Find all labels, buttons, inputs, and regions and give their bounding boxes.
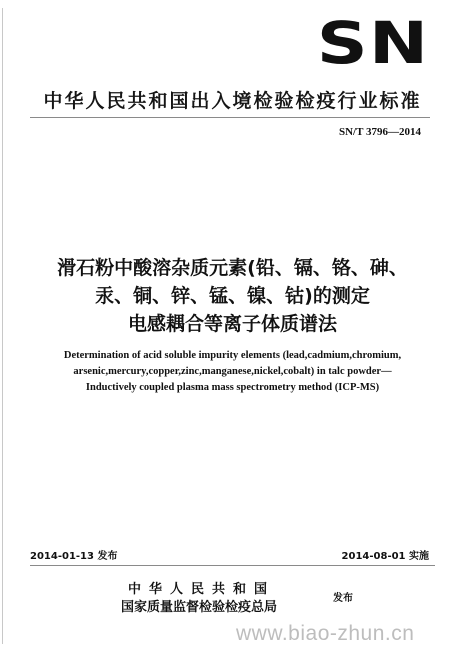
header-divider [30,117,430,118]
english-title-line-2: arsenic,mercury,copper,zinc,manganese,nickel,cobalt) in talc powder— [73,366,392,377]
chinese-title-line-3: 电感耦合等离子体质谱法 [127,313,337,335]
standard-number: SN/T 3796—2014 [338,126,421,138]
watermark-url: www.biao-zhun.cn [236,622,415,645]
issuer-country: 中华人民共和国 [128,582,276,597]
implementation-date: 2014-08-01 实施 [341,551,429,562]
footer-divider [30,565,435,566]
chinese-title-line-1: 滑石粉中酸溶杂质元素(铅、镉、铬、砷、 [57,257,408,279]
issue-label: 发布 [333,593,353,604]
issuer-agency: 国家质量监督检验检疫总局 [121,600,278,615]
english-title-line-3: Inductively coupled plasma mass spectrometry method (ICP-MS) [85,382,380,393]
chinese-title-line-2: 汞、铜、锌、锰、镍、钴)的测定 [95,285,370,307]
sn-logo: SN [316,9,429,77]
english-title-line-1: Determination of acid soluble impurity elements (lead,cadmium,chromium, [63,350,402,361]
organization-title: 中华人民共和国出入境检验检疫行业标准 [43,90,422,112]
release-date: 2014-01-13 发布 [30,551,118,562]
